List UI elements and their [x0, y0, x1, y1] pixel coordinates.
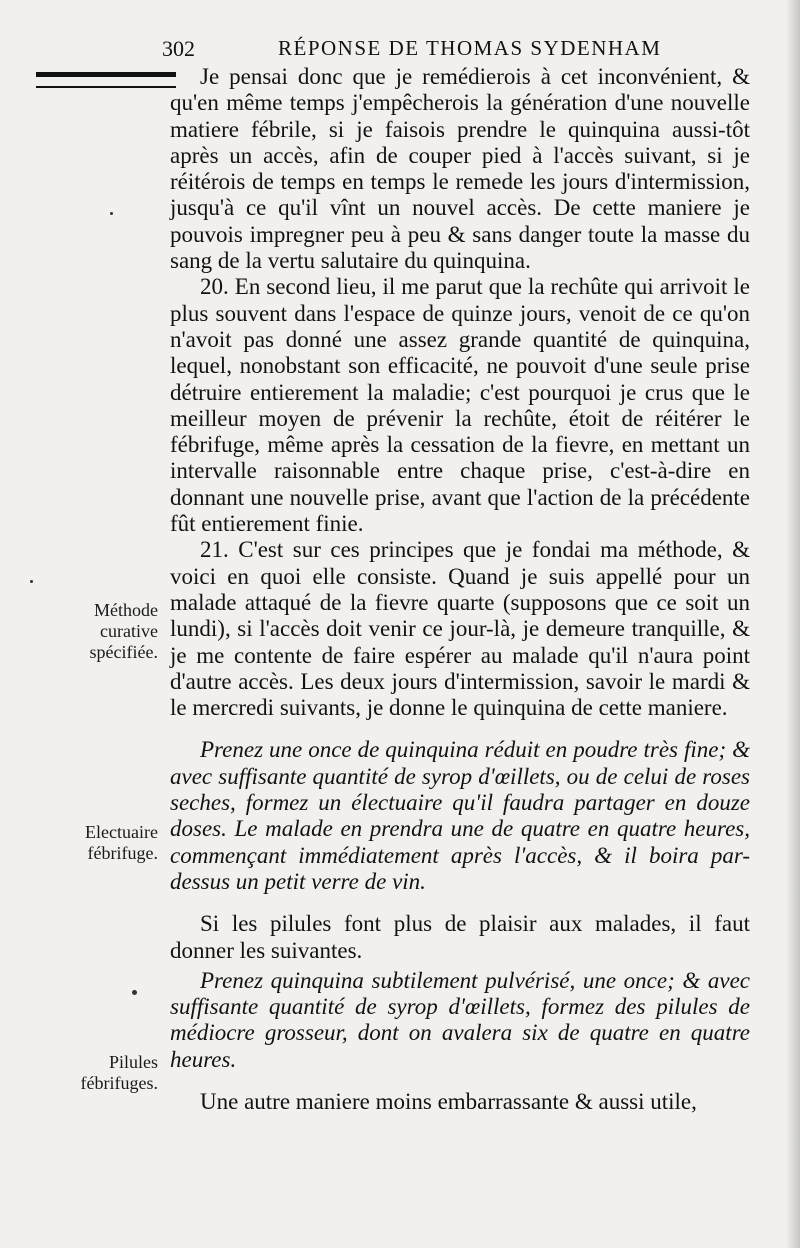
ink-speck: [30, 580, 33, 583]
paragraph: Je pensai donc que je remédierois à cet inconvénient, & qu'en même temps j'empêcherois la génération d'une nouvelle matiere fébrile, si je faisois prendre le quinquina aussi-tôt après un accès, afin de couper pied à l'accès suivant, si je réitérois de temps en temps le remede les jours d'intermission, jusqu'à ce qu'il vînt un nouvel accès. De cette maniere je pouvois impregner peu à peu & sans danger toute la masse du sang de la vertu salutaire du quinquina.: [170, 64, 750, 274]
paragraph: 21. C'est sur ces principes que je fondai ma méthode, & voici en quoi elle consiste. Quand je suis appellé pour un malade attaqué de la fievre quarte (supposons que ce soit un lundi), si l'accès doit venir ce jour-là, je demeure tranquille, & je me contente de faire espérer au malade qu'il n'aura point d'autre accès. Les deux jours d'intermission, savoir le mardi & le mercredi suivants, je donne le quinquina de cette maniere.: [170, 537, 750, 721]
page-number: 302: [162, 36, 195, 61]
paragraph: Une autre maniere moins embarrassante & aussi utile,: [200, 1088, 697, 1114]
ink-speck: [132, 990, 137, 995]
formula-paragraph: Prenez une once de quinquina réduit en poudre très fine; & avec suffisante quantité de syrop d'œillets, ou de celui de roses seches, formez un électuaire qu'il faudra partager en douze doses. Le malade en prendra une de quatre en quatre heures, commençant immédiatement après l'accès, & il boira par-dessus un petit verre de vin.: [170, 737, 750, 894]
margin-note: Electuaire fébrifuge.: [85, 822, 158, 863]
ink-speck: [110, 212, 113, 215]
running-head: RÉPONSE DE THOMAS SYDENHAM: [278, 36, 662, 60]
formula-paragraph: Prenez quinquina subtilement pulvérisé, une once; & avec suffisante quantité de syrop d'œillets, formez des pilules de médiocre grosseur, dont on avalera six de quatre en quatre heures.: [170, 967, 750, 1072]
ornamental-rule: [36, 72, 176, 88]
page-header: [158, 34, 758, 64]
page-edge-shadow: [786, 0, 800, 1248]
main-text: [170, 64, 750, 1115]
margin-note: Pilules fébrifuges.: [80, 1052, 158, 1093]
paragraph: Si les pilules font plus de plaisir aux malades, il faut donner les suivantes.: [170, 911, 750, 963]
paragraph: 20. En second lieu, il me parut que la rechûte qui arrivoit le plus souvent dans l'espace de quinze jours, venoit de ce qu'on n'avoit pas donné une assez grande quantité de quinquina, lequel, nonobstant son efficacité, ne pouvoit d'une seule prise détruire entierement la maladie; c'est pourquoi je crus que le meilleur moyen de prévenir la rechûte, étoit de réitérer le fébrifuge, même après la cessation de la fievre, en mettant un intervalle raisonnable entre chaque prise, c'est-à-dire en donnant une nouvelle prise, avant que l'action de la précédente fût entierement finie.: [170, 274, 750, 537]
margin-note: Méthode curative spécifiée.: [89, 600, 158, 662]
